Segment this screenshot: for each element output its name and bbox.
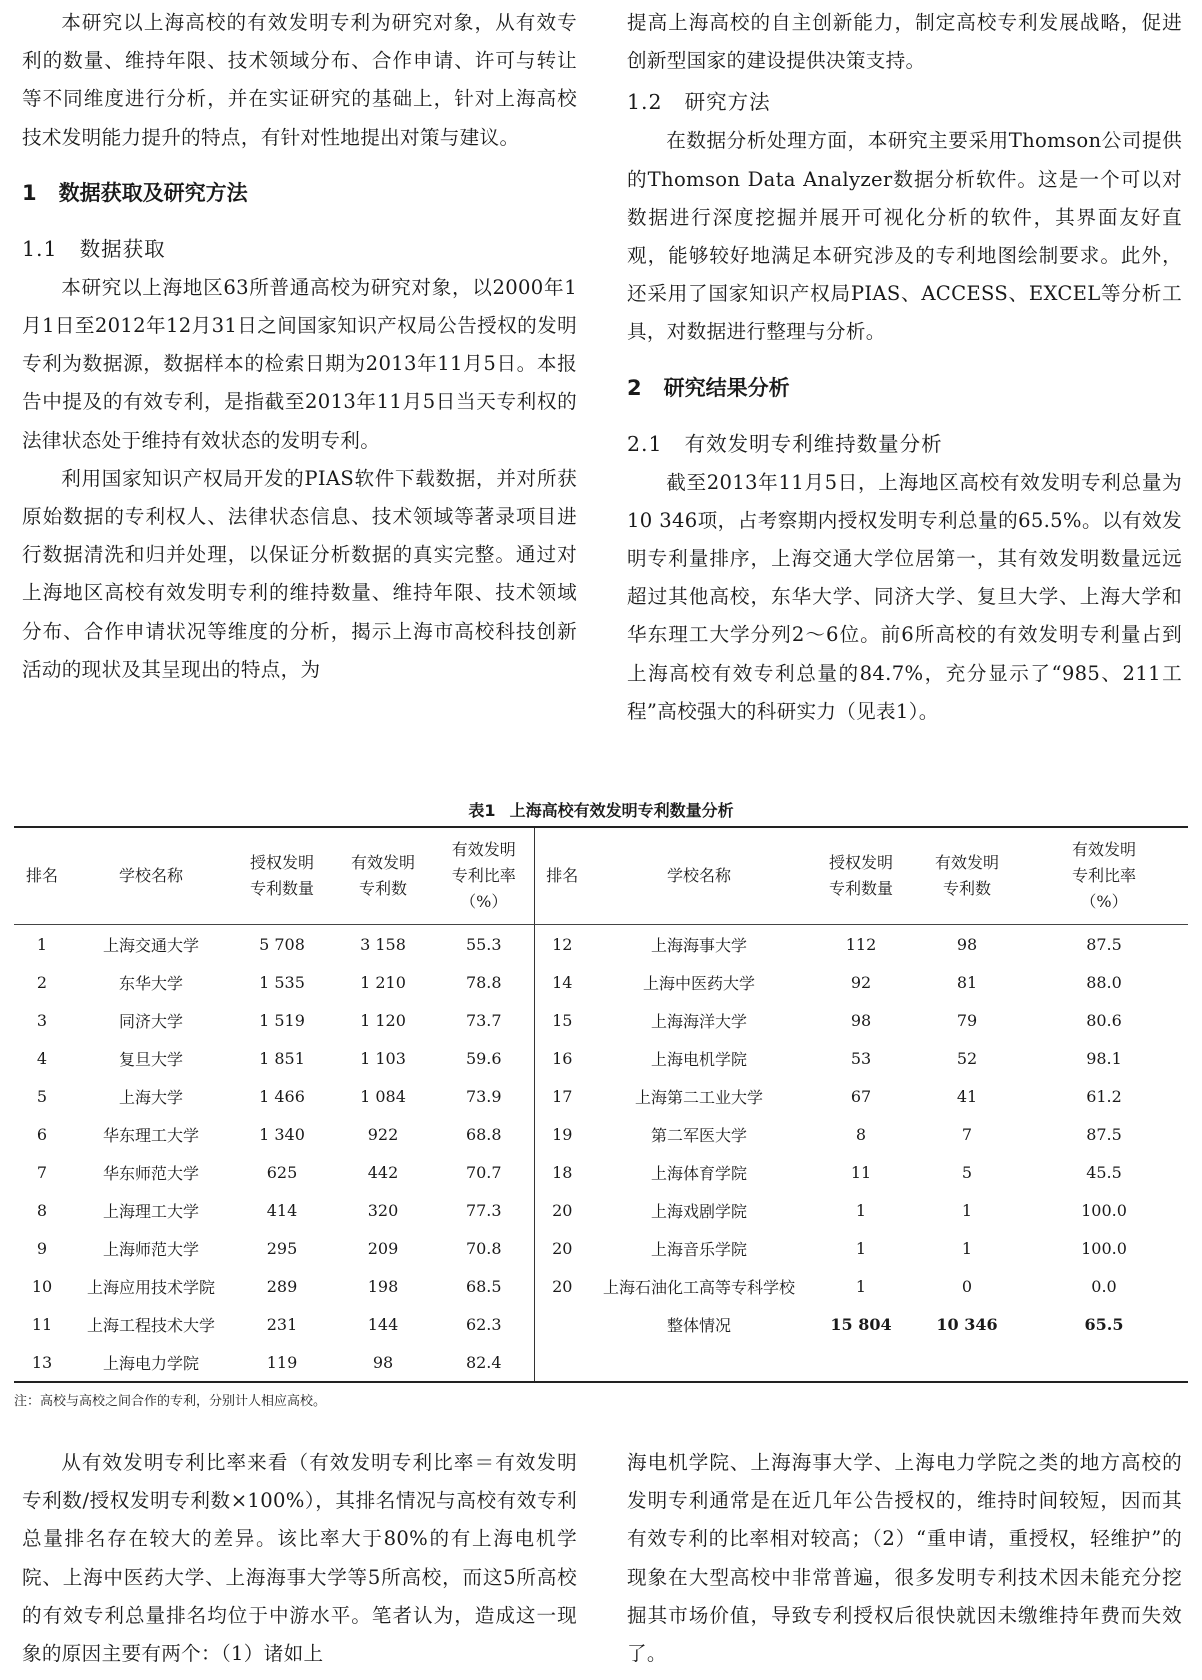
cell-school: 上海电力学院 [102,1353,199,1373]
cell-rank: 4 [36,1048,48,1068]
cell-school: 第二军医大学 [650,1125,747,1145]
header-valid [914,827,1020,925]
cell-rank: 8 [36,1200,48,1220]
section-number: 1.2 [627,90,663,115]
header-line: 有效发明 [451,840,516,859]
table-row [14,1305,1188,1343]
patent-table [14,826,1188,1383]
cell-ratio: 82.4 [465,1352,502,1372]
intro-paragraph: 本研究以上海高校的有效发明专利为研究对象，从有效专利的数量、维持年限、技术领域分布、合作申请、许可与转让等不同维度进行分析，并在实证研究的基础上，针对上海高校技术发明能力提升的特点，有针对性地提出对策与建议。 [22,11,577,149]
cell-school: 上海戏剧学院 [650,1201,747,1221]
cell-granted: 289 [266,1276,298,1296]
cell-school: 上海音乐学院 [650,1239,747,1259]
cell-rank: 20 [534,1267,590,1305]
table-row [14,1229,1188,1267]
cell-ratio [1020,1343,1188,1382]
cell-granted: 8 [855,1124,867,1144]
cell-valid: 320 [367,1200,399,1220]
left-column-bottom [22,1444,577,1673]
header-line: 专利数量 [828,879,893,898]
data-acquisition-paragraph-2: 利用国家知识产权局开发的PIAS软件下载数据，并对所获原始数据的专利权人、法律状态信息、技术领域等著录项目进行数据清洗和归并处理，以保证分析数据的真实完整。通过对上海地区高校有效发明专利的维持数量、维持年限、技术领域分布、合作申请状况等维度的分析，揭示上海市高校科技创新活动的现状及其呈现出的特点，为 [22,466,577,681]
cell-valid: 1 084 [360,1086,406,1106]
cell-ratio: 78.8 [465,972,502,992]
table-caption [14,796,1188,826]
cell-valid [914,1343,1020,1382]
cell-valid: 922 [367,1124,399,1144]
cell-rank: 14 [534,963,590,1001]
cell-granted: 1 851 [259,1048,305,1068]
header-granted [232,827,332,925]
table-number: 表1 [468,801,496,820]
table-row [14,963,1188,1001]
cell-granted: 295 [266,1238,298,1258]
header-ratio [1020,827,1188,925]
cell-rank: 11 [31,1314,53,1334]
cell-granted: 67 [850,1086,872,1106]
cell-valid: 10 346 [936,1314,998,1334]
cell-rank: 19 [534,1115,590,1153]
section-1-2-heading [627,82,1182,122]
cell-granted: 98 [850,1010,872,1030]
data-acquisition-paragraph-1: 本研究以上海地区63所普通高校为研究对象，以2000年1月1日至2012年12月31日之间国家知识产权局公告授权的发明专利为数据源，数据样本的检索日期为2013年11月5日。本报告中提及的有效专利，是指截至2013年11月5日当天专利权的法律状态处于维持有效状态的发明专利。 [22,275,577,452]
header-rank: 排名 [534,827,590,925]
cell-school: 上海海事大学 [650,935,747,955]
cell-school: 上海海洋大学 [650,1011,747,1031]
cell-granted: 1 519 [259,1010,305,1030]
cell-valid: 3 158 [360,934,406,954]
cell-valid: 198 [367,1276,399,1296]
cell-valid: 52 [956,1048,978,1068]
table-row [14,925,1188,964]
cell-valid: 1 120 [360,1010,406,1030]
cell-valid: 41 [956,1086,978,1106]
cell-rank: 18 [534,1153,590,1191]
cell-granted: 1 [855,1238,867,1258]
table-note: 注：高校与高校之间合作的专利，分别计人相应高校。 [14,1394,327,1409]
cell-school: 上海第二工业大学 [634,1087,763,1107]
cell-granted: 92 [850,972,872,992]
cell-rank: 12 [534,925,590,964]
cell-school: 上海体育学院 [650,1163,747,1183]
cell-school: 上海工程技术大学 [86,1315,215,1335]
section-title: 研究结果分析 [663,375,790,400]
cell-rank [534,1305,590,1343]
section-1-1-heading [22,229,577,269]
section-title: 研究方法 [684,90,771,115]
cell-granted: 11 [850,1162,872,1182]
section-number: 2 [627,375,642,400]
cell-rank: 15 [534,1001,590,1039]
cell-ratio: 45.5 [1086,1162,1122,1182]
cell-rank: 20 [534,1229,590,1267]
cell-granted: 15 804 [830,1314,892,1334]
cell-rank: 20 [534,1191,590,1229]
right-column-bottom [627,1444,1182,1673]
cell-school: 整体情况 [666,1315,731,1335]
cell-rank: 5 [36,1086,48,1106]
cell-rank: 7 [36,1162,48,1182]
cell-valid: 5 [961,1162,973,1182]
cell-rank [534,1343,590,1382]
header-granted [808,827,914,925]
cell-school: 华东师范大学 [102,1163,199,1183]
cell-rank: 16 [534,1039,590,1077]
header-line: 专利数量 [249,879,314,898]
continued-paragraph: 提高上海高校的自主创新能力，制定高校专利发展战略，促进创新型国家的建设提供决策支持。 [627,11,1182,73]
cell-school: 上海理工大学 [102,1201,199,1221]
cell-valid: 209 [367,1238,399,1258]
cell-school: 东华大学 [118,973,183,993]
cell-rank: 1 [36,934,48,954]
cell-granted: 1 [855,1276,867,1296]
table-row [14,1343,1188,1382]
cell-school: 华东理工大学 [102,1125,199,1145]
cell-valid: 81 [956,972,978,992]
left-column-top [22,4,577,689]
header-rank: 排名 [14,827,70,925]
cell-granted: 53 [850,1048,872,1068]
right-column-top [627,4,1182,731]
table-1 [14,796,1188,1411]
cell-granted: 1 535 [259,972,305,992]
cell-ratio: 70.7 [465,1162,502,1182]
cell-ratio: 87.5 [1086,934,1122,954]
cell-ratio: 62.3 [465,1314,502,1334]
table-row [14,1153,1188,1191]
cell-rank: 9 [36,1238,48,1258]
header-line: 专利数 [942,879,991,898]
cell-rank: 3 [36,1010,48,1030]
header-school: 学校名称 [590,827,808,925]
cell-school: 上海电机学院 [650,1049,747,1069]
cell-ratio: 73.7 [465,1010,502,1030]
reasons-paragraph: 海电机学院、上海海事大学、上海电力学院之类的地方高校的发明专利通常是在近几年公告授权的，维持时间较短，因而其有效专利的比率相对较高；（2）“重申请，重授权，轻维护”的现象在大型高校中非常普遍，很多发明专利技术因未能充分挖掘其市场价值，导致专利授权后很快就因未缴维持年费而失效了。 [627,1451,1182,1666]
cell-valid: 1 [961,1200,973,1220]
cell-school: 复旦大学 [118,1049,183,1069]
cell-granted: 112 [845,934,877,954]
cell-school: 上海石油化工高等专科学校 [602,1277,795,1297]
cell-valid: 144 [367,1314,399,1334]
header-valid [332,827,434,925]
cell-ratio: 80.6 [1086,1010,1122,1030]
cell-valid: 79 [956,1010,978,1030]
table-row [14,1115,1188,1153]
cell-ratio: 0.0 [1091,1276,1117,1296]
section-number: 2.1 [627,431,663,456]
cell-granted: 625 [266,1162,298,1182]
cell-granted: 1 340 [259,1124,305,1144]
header-line: 授权发明 [828,853,893,872]
cell-ratio: 59.6 [465,1048,502,1068]
cell-rank: 17 [534,1077,590,1115]
cell-granted: 5 708 [259,934,305,954]
header-line: （%） [460,892,508,911]
table-row [14,1039,1188,1077]
cell-ratio: 100.0 [1081,1200,1127,1220]
table-header-row [14,827,1188,925]
cell-valid: 1 [961,1238,973,1258]
cell-granted [808,1343,914,1382]
section-1-heading [22,173,577,213]
cell-valid: 98 [956,934,978,954]
section-number: 1.1 [22,236,58,261]
method-paragraph: 在数据分析处理方面，本研究主要采用Thomson公司提供的Thomson Data Analyzer数据分析软件。这是一个可以对数据进行深度挖掘并展开可视化分析的软件，其界面友好直观，能够较好地满足本研究涉及的专利地图绘制要求。此外，还采用了国家知识产权局PIAS、ACCESS、EXCEL等分析工具，对数据进行整理与分析。 [627,129,1182,344]
header-line: 专利比率 [451,866,516,885]
cell-valid: 442 [367,1162,399,1182]
header-line: （%） [1080,892,1128,911]
cell-ratio: 70.8 [465,1238,502,1258]
cell-ratio: 68.8 [465,1124,502,1144]
cell-granted: 1 [855,1200,867,1220]
section-2-1-heading [627,424,1182,464]
cell-rank: 2 [36,972,48,992]
cell-school [590,1343,808,1382]
cell-granted: 414 [266,1200,298,1220]
cell-valid: 1 103 [360,1048,406,1068]
cell-ratio: 87.5 [1086,1124,1122,1144]
cell-ratio: 100.0 [1081,1238,1127,1258]
table-row [14,1191,1188,1229]
section-title: 数据获取及研究方法 [58,180,248,205]
cell-ratio: 65.5 [1084,1314,1124,1334]
cell-valid: 0 [961,1276,973,1296]
cell-ratio: 61.2 [1086,1086,1122,1106]
table-title: 上海高校有效发明专利数量分析 [509,801,734,820]
cell-rank: 10 [31,1276,53,1296]
header-line: 专利数 [358,879,407,898]
cell-rank: 6 [36,1124,48,1144]
cell-ratio: 98.1 [1086,1048,1122,1068]
section-2-heading [627,368,1182,408]
cell-school: 同济大学 [118,1011,183,1031]
cell-school: 上海应用技术学院 [86,1277,215,1297]
cell-granted: 1 466 [259,1086,305,1106]
cell-ratio: 88.0 [1086,972,1122,992]
cell-valid: 1 210 [360,972,406,992]
section-number: 1 [22,180,37,205]
header-line: 授权发明 [249,853,314,872]
cell-rank: 13 [31,1352,53,1372]
header-school: 学校名称 [70,827,232,925]
cell-granted: 231 [266,1314,298,1334]
header-ratio [434,827,534,925]
cell-ratio: 55.3 [465,934,502,954]
table-row [14,1267,1188,1305]
ratio-analysis-paragraph: 从有效发明专利比率来看（有效发明专利比率＝有效发明专利数/授权发明专利数×100%），其排名情况与高校有效专利总量排名存在较大的差异。该比率大于80%的有上海电机学院、上海中医药大学、上海海事大学等5所高校，而这5所高校的有效专利总量排名均位于中游水平。笔者认为，造成这一现象的原因主要有两个：（1）诸如上 [22,1451,577,1666]
cell-granted: 119 [266,1352,298,1372]
header-line: 有效发明 [350,853,415,872]
table-row [14,1001,1188,1039]
cell-valid: 98 [372,1352,394,1372]
header-line: 专利比率 [1071,866,1136,885]
cell-valid: 7 [961,1124,973,1144]
cell-school: 上海师范大学 [102,1239,199,1259]
cell-school: 上海中医药大学 [642,973,755,993]
table-row [14,1077,1188,1115]
section-title: 数据获取 [79,236,166,261]
cell-ratio: 68.5 [465,1276,502,1296]
result-paragraph: 截至2013年11月5日，上海地区高校有效发明专利总量为10 346项，占考察期内授权发明专利总量的65.5%。以有效发明专利量排序，上海交通大学位居第一，其有效发明数量远远超过其他高校，东华大学、同济大学、复旦大学、上海大学和华东理工大学分列2～6位。前6所高校的有效发明专利量占到上海高校有效专利总量的84.7%，充分显示了“985、211工程”高校强大的科研实力（见表1）。 [627,470,1182,723]
cell-school: 上海大学 [118,1087,183,1107]
header-line: 有效发明 [934,853,999,872]
cell-school: 上海交通大学 [102,935,199,955]
section-title: 有效发明专利维持数量分析 [684,431,943,456]
cell-ratio: 73.9 [465,1086,502,1106]
cell-ratio: 77.3 [465,1200,502,1220]
header-line: 有效发明 [1071,840,1136,859]
